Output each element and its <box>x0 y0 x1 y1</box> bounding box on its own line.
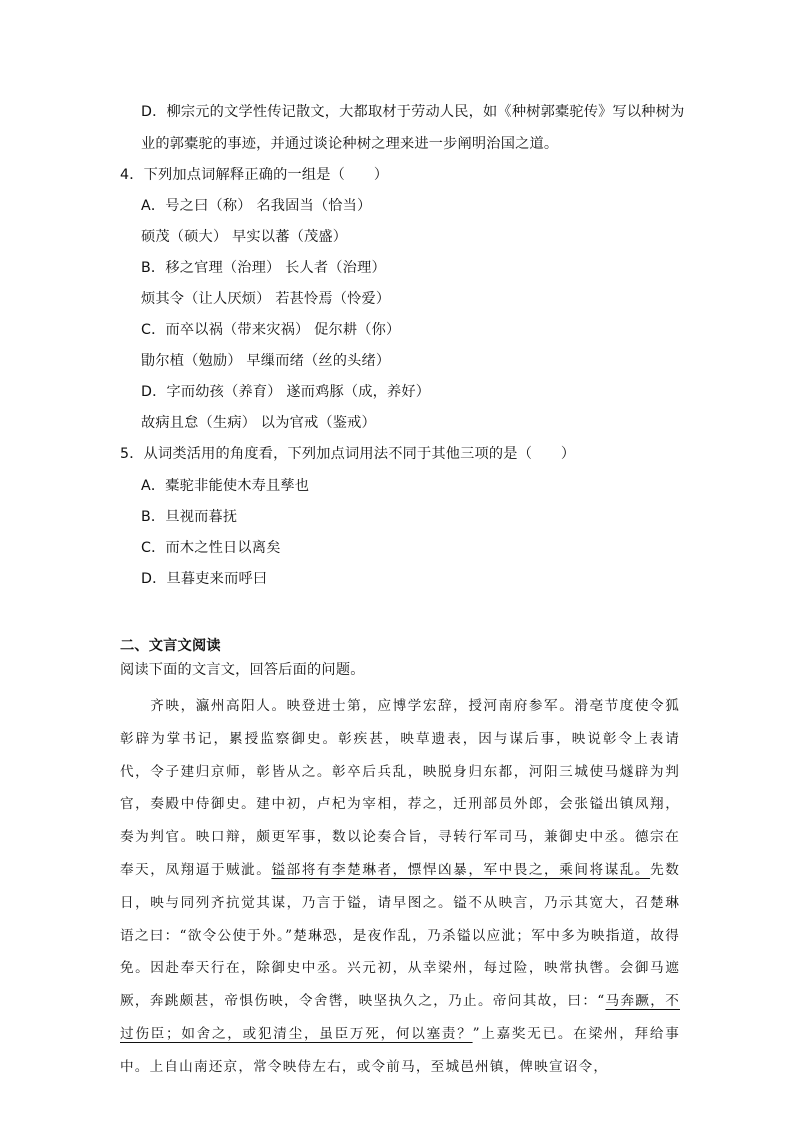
q5-stem: 5．从词类活用的角度看，下列加点词用法不同于其他三项的是（ ） <box>120 446 576 462</box>
q4-option-a-line1: A．号之曰（称） 名我固当（恰当） <box>141 198 372 214</box>
passage-text-part1: 齐映，瀛州高阳人。映登进士第，应博学宏辞，授河南府参军。滑亳节度使令狐彰辟为掌书记，累授监察御史。彰疾甚，映草遗表，因与谋后事，映说彰令上表请代，令子建归京师，彰皆从之。彰卒后兵乱，映脱身归东都，河阳三城使马燧辟为判官，奏殿中侍御史。建中初，卢杞为宰相，荐之，迁刑部员外郎，会张镒出镇凤翔，奏为判官。映口辩，颇更军事，数以论奏合旨，寻转行军司马，兼御史中丞。德宗在奉天，凤翔逼于贼泚。 <box>120 698 680 878</box>
passage-underlined-quote: 马奔蹶，不过伤臣；如舍之，或犯清尘，虽臣万死，何以塞责？ <box>120 993 680 1042</box>
passage-indent <box>120 698 150 714</box>
passage-text-part3: ”上嘉奖无已。在梁州，拜给事中。上自山南还京，常令映侍左右，或令前马，至城邑州镇，俾映宣诏令， <box>120 1025 681 1075</box>
q4-option-d-line1: D．字而幼孩（养育） 遂而鸡豚（成，养好） <box>141 384 431 400</box>
classical-passage <box>120 690 680 1084</box>
passage-text-part2: 先数日，映与同列齐抗觉其谋，乃言于镒，请早图之。镒不从映言，乃示其宽大，召楚琳语之曰：“欲令公使于外。”楚琳恐，是夜作乱，乃杀镒以应泚；军中多为映指道，故得免。因赴奉天行在，除御史中丞。兴元初，从幸梁州，每过险，映常执辔。会御马遮厥，奔跳颇甚，帝惧伤映，令舍辔，映坚执久之，乃止。帝问其故，曰：“ <box>120 861 681 1010</box>
q4-option-c-line1: C．而卒以祸（带来灾祸） 促尔耕（你） <box>141 322 401 338</box>
section-heading: 二、文言文阅读 <box>120 638 221 654</box>
q4-option-b-line2: 烦其令（让人厌烦） 若甚怜焉（怜爱） <box>141 291 391 307</box>
q5-option-c: C．而木之性日以离矣 <box>141 540 281 556</box>
passage-underlined-sentence: 镒部将有李楚琳者，慓悍凶暴，军中畏之，乘间将谋乱。 <box>271 861 651 878</box>
q4-option-c-line2: 勖尔植（勉励） 早缫而绪（丝的头绪） <box>141 353 391 369</box>
q3-option-d-line2: 业的郭橐驼的事迹，并通过谈论种树之理来进一步阐明治国之道。 <box>141 136 559 152</box>
q4-stem: 4．下列加点词解释正确的一组是（ ） <box>120 167 389 183</box>
q5-option-d: D．旦暮吏来而呼曰 <box>141 571 268 587</box>
q4-option-b-line1: B．移之官理（治理） 长人者（治理） <box>141 260 386 276</box>
q3-option-d-line1: D．柳宗元的文学性传记散文，大都取材于劳动人民，如《种树郭橐驼传》写以种树为 <box>141 104 685 120</box>
q4-option-d-line2: 故病且怠（生病） 以为官戒（鉴戒） <box>141 415 376 431</box>
section-instruction: 阅读下面的文言文，回答后面的问题。 <box>120 662 365 678</box>
q5-option-b: B．旦视而暮抚 <box>141 509 238 525</box>
q5-option-a: A．橐驼非能使木寿且孳也 <box>141 478 310 494</box>
q4-option-a-line2: 硕茂（硕大） 早实以蕃（茂盛） <box>141 229 348 245</box>
